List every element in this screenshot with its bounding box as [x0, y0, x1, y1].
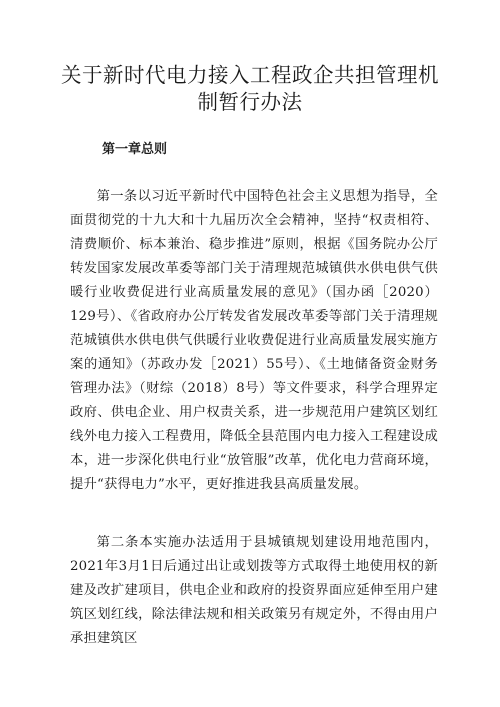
article-1: 第一条以习近平新时代中国特色社会主义思想为指导，全面贯彻党的十九大和十九届历次全会精神，坚持“权责相符、清费顺价、标本兼治、稳步推进”原则，根据《国务院办公厅转发国家发展改革委等部门关于清理规范城镇供水供电供气供暖行业收费促进行业高质量发展的意见》（国办函［2020）129号）、《省政府办公厅转发省发展改革委等部门关于清理规范城镇供水供电供气供暖行业收费促进行业高质量发展实施方案的通知》（苏政办发［2021）55号）、《土地储备资金财务管理办法》（财综（2018）8号）等文件要求，科学合理界定政府、供电企业、用户权责关系，进一步规范用户建筑区划红线外电力接入工程费用，降低全县范围内电力接入工程建设成本，进一步深化供电行业“放管服”改革，优化电力营商环境，提升“获得电力”水平，更好推进我县高质量发展。	[70, 189, 438, 492]
document-title: 关于新时代电力接入工程政企共担管理机制暂行办法	[61, 63, 439, 114]
article-2: 第二条本实施办法适用于县城镇规划建设用地范围内，2021年3月1日后通过出让或划拨等方式取得土地使用权的新建及改扩建项目，供电企业和政府的投资界面应延伸至用户建筑区划红线，除法律法规和相关政策另有规定外，不得由用户承担建筑区	[70, 535, 438, 646]
chapter-heading: 第一章总则	[102, 142, 168, 157]
